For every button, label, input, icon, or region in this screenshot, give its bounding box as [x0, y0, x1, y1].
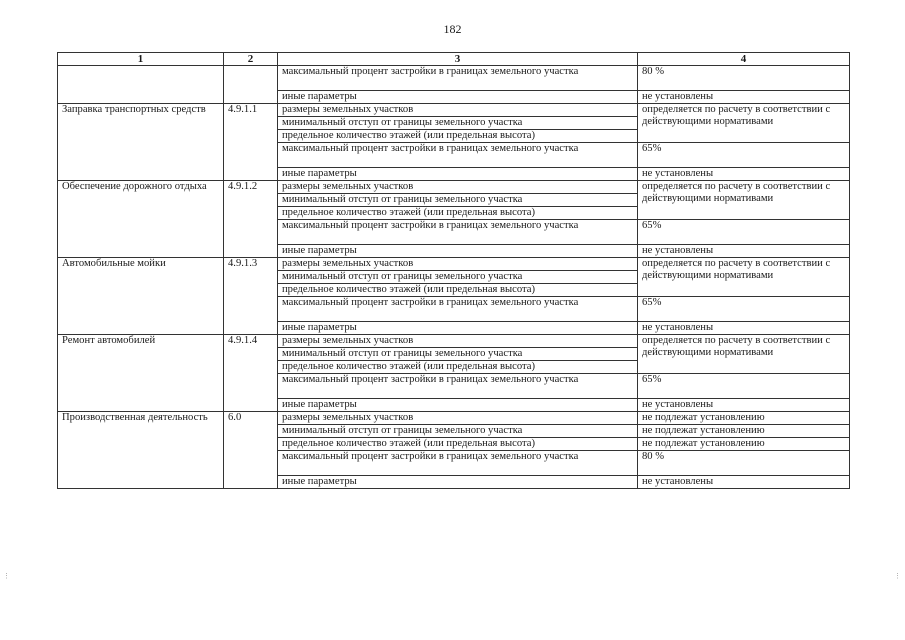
use-name-cell: [58, 66, 224, 104]
param-cell: минимальный отступ от границы земельного участка: [278, 271, 638, 284]
use-code-cell: 4.9.1.4: [224, 335, 278, 412]
param-cell: размеры земельных участков: [278, 104, 638, 117]
param-cell: размеры земельных участков: [278, 412, 638, 425]
param-cell: предельное количество этажей (или предельная высота): [278, 130, 638, 143]
header-col-2: 2: [224, 53, 278, 66]
value-cell: определяется по расчету в соответствии с действующими нормативами: [638, 181, 850, 220]
param-cell: минимальный отступ от границы земельного участка: [278, 194, 638, 207]
use-code-cell: 6.0: [224, 412, 278, 489]
use-code-cell: 4.9.1.1: [224, 104, 278, 181]
param-cell: минимальный отступ от границы земельного участка: [278, 117, 638, 130]
value-cell: не подлежат установлению: [638, 438, 850, 451]
table-row: [58, 258, 850, 271]
param-cell: иные параметры: [278, 322, 638, 335]
value-cell: 65%: [638, 297, 850, 322]
table-body: [58, 66, 850, 489]
use-name-cell: Обеспечение дорожного отдыха: [58, 181, 224, 258]
use-name-cell: Заправка транспортных средств: [58, 104, 224, 181]
value-cell: 65%: [638, 374, 850, 399]
page-number: 182: [443, 22, 462, 36]
param-cell: иные параметры: [278, 168, 638, 181]
param-cell: размеры земельных участков: [278, 181, 638, 194]
header-col-1: 1: [58, 53, 224, 66]
value-cell: 80 %: [638, 451, 850, 476]
param-cell: предельное количество этажей (или предельная высота): [278, 361, 638, 374]
table-row: [58, 412, 850, 425]
param-cell: максимальный процент застройки в границах земельного участка: [278, 143, 638, 168]
param-cell: иные параметры: [278, 399, 638, 412]
use-name-cell: Автомобильные мойки: [58, 258, 224, 335]
param-cell: максимальный процент застройки в границах земельного участка: [278, 297, 638, 322]
param-cell: предельное количество этажей (или предельная высота): [278, 438, 638, 451]
use-code-cell: 4.9.1.2: [224, 181, 278, 258]
value-cell: определяется по расчету в соответствии с действующими нормативами: [638, 104, 850, 143]
use-name-cell: Производственная деятельность: [58, 412, 224, 489]
table-row: [58, 66, 850, 91]
param-cell: иные параметры: [278, 91, 638, 104]
value-cell: 80 %: [638, 66, 850, 91]
value-cell: определяется по расчету в соответствии с действующими нормативами: [638, 258, 850, 297]
param-cell: иные параметры: [278, 245, 638, 258]
param-cell: минимальный отступ от границы земельного участка: [278, 348, 638, 361]
value-cell: не подлежат установлению: [638, 412, 850, 425]
param-cell: максимальный процент застройки в границах земельного участка: [278, 220, 638, 245]
use-code-cell: 4.9.1.3: [224, 258, 278, 335]
header-col-3: 3: [278, 53, 638, 66]
value-cell: 65%: [638, 220, 850, 245]
param-cell: максимальный процент застройки в границах земельного участка: [278, 374, 638, 399]
value-cell: не установлены: [638, 322, 850, 335]
value-cell: не установлены: [638, 245, 850, 258]
param-cell: максимальный процент застройки в границах земельного участка: [278, 66, 638, 91]
param-cell: предельное количество этажей (или предельная высота): [278, 207, 638, 220]
regulations-table: [57, 52, 850, 489]
value-cell: не установлены: [638, 91, 850, 104]
param-cell: иные параметры: [278, 476, 638, 489]
value-cell: 65%: [638, 143, 850, 168]
value-cell: не подлежат установлению: [638, 425, 850, 438]
param-cell: максимальный процент застройки в границах земельного участка: [278, 451, 638, 476]
use-code-cell: [224, 66, 278, 104]
header-col-4: 4: [638, 53, 850, 66]
value-cell: не установлены: [638, 399, 850, 412]
param-cell: предельное количество этажей (или предельная высота): [278, 284, 638, 297]
param-cell: минимальный отступ от границы земельного участка: [278, 425, 638, 438]
table-row: [58, 335, 850, 348]
param-cell: размеры земельных участков: [278, 335, 638, 348]
table-row: [58, 104, 850, 117]
table-row: [58, 181, 850, 194]
value-cell: не установлены: [638, 168, 850, 181]
param-cell: размеры земельных участков: [278, 258, 638, 271]
use-name-cell: Ремонт автомобилей: [58, 335, 224, 412]
value-cell: не установлены: [638, 476, 850, 489]
value-cell: определяется по расчету в соответствии с действующими нормативами: [638, 335, 850, 374]
scan-edge-mark-right: ⋮: [894, 572, 901, 580]
scan-edge-mark-left: ⋮: [3, 572, 10, 580]
header-row: [58, 53, 850, 66]
